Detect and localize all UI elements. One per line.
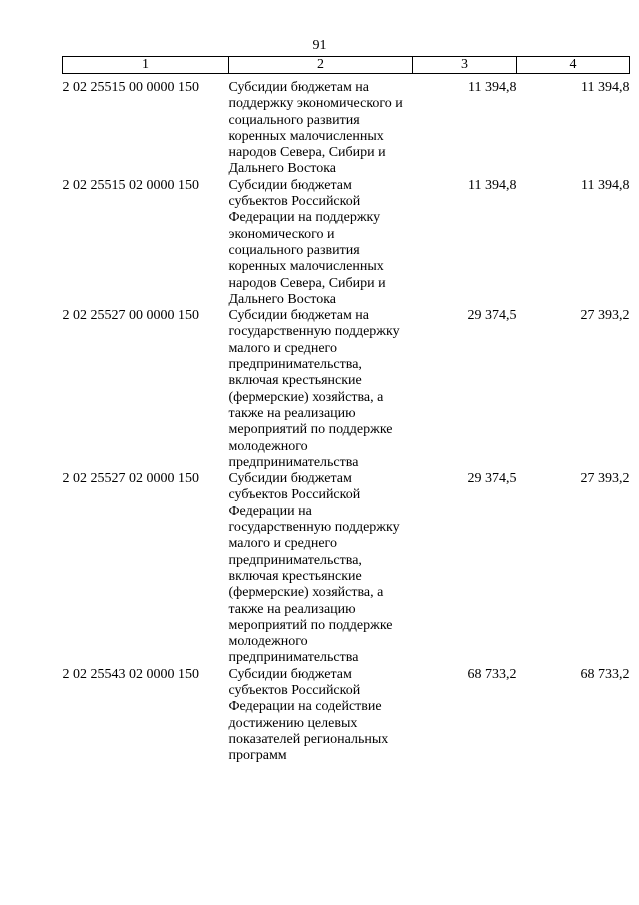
column-header-1: 1 xyxy=(63,57,229,74)
row-code: 2 02 25515 02 0000 150 xyxy=(62,177,199,193)
row-value-col4: 68 733,2 xyxy=(580,666,630,682)
row-value-col3: 11 394,8 xyxy=(468,80,517,95)
row-value-col4: 27 393,2 xyxy=(580,308,630,324)
row-value-col3: 29 374,5 xyxy=(467,471,517,487)
row-value-col3: 11 394,8 xyxy=(468,177,517,193)
row-value-col4: 11 394,8 xyxy=(581,80,630,95)
column-header-2: 2 xyxy=(229,57,413,74)
table-row xyxy=(63,471,630,667)
table-header-row xyxy=(63,57,630,74)
table-row xyxy=(63,308,630,471)
page-number: 91 xyxy=(312,38,327,53)
table-row xyxy=(63,178,630,308)
row-code: 2 02 25527 02 0000 150 xyxy=(62,471,199,487)
row-name: Субсидии бюджетам на поддержку экономического и социального развития коренных малочисленных народов Севера, Сибири и Дальнего Востока xyxy=(228,80,403,177)
table-row xyxy=(63,667,630,765)
table-row xyxy=(63,74,630,178)
budget-table xyxy=(62,56,630,764)
row-name: Субсидии бюджетам субъектов Российской Федерации на содействие достижению целевых показателей региональных программ xyxy=(228,666,389,764)
row-value-col4: 11 394,8 xyxy=(581,177,630,193)
row-code: 2 02 25515 00 0000 150 xyxy=(62,80,199,95)
row-name: Субсидии бюджетам субъектов Российской Федерации на государственную поддержку малого и среднего предпринимательства, включая крестьянские (фермерские) хозяйства, а также на реализацию мероприятий по поддержке молодежного предпринимательства xyxy=(228,471,400,666)
row-value-col3: 68 733,2 xyxy=(467,666,517,682)
row-code: 2 02 25543 02 0000 150 xyxy=(62,666,199,682)
column-header-4: 4 xyxy=(517,57,630,74)
row-code: 2 02 25527 00 0000 150 xyxy=(62,308,199,324)
row-name: Субсидии бюджетам субъектов Российской Федерации на поддержку экономического и социального развития коренных малочисленных народов Севера, Сибири и Дальнего Востока xyxy=(228,177,386,307)
row-value-col3: 29 374,5 xyxy=(467,308,517,324)
row-name: Субсидии бюджетам на государственную поддержку малого и среднего предпринимательства, включая крестьянские (фермерские) хозяйства, а также на реализацию мероприятий по поддержке молодежного предпринимательства xyxy=(228,308,400,470)
column-header-3: 3 xyxy=(413,57,517,74)
row-value-col4: 27 393,2 xyxy=(580,471,630,487)
